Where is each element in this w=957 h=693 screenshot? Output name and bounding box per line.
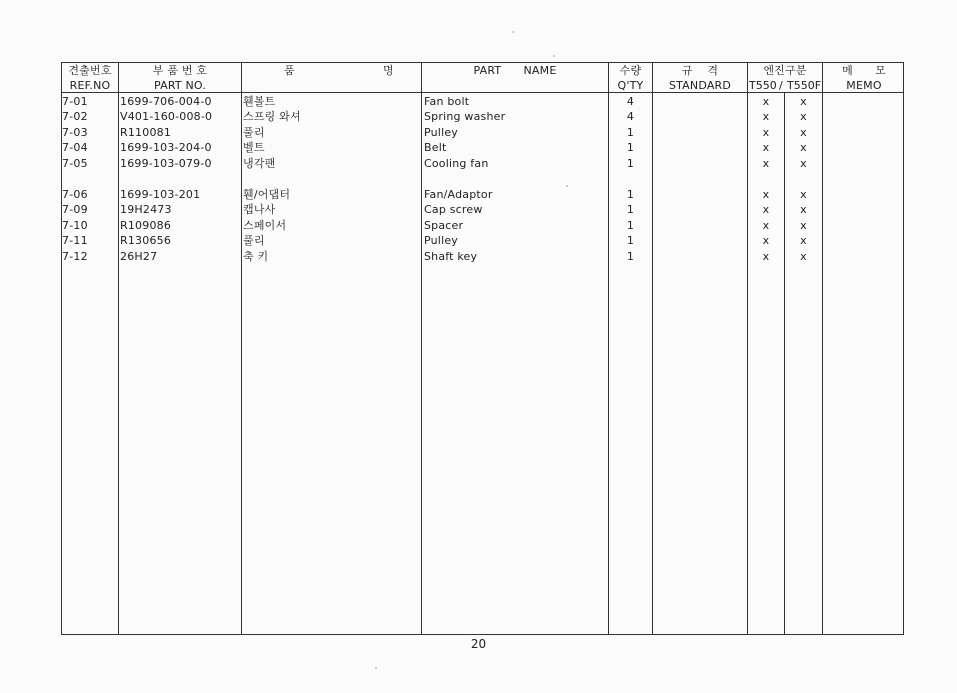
page-number: 20 — [470, 637, 487, 651]
qty-cell: 1 — [626, 157, 635, 170]
part-no-cell: 1699-103-079-0 — [120, 157, 212, 170]
column-divider — [822, 63, 823, 634]
header-engine-sep: / — [779, 79, 783, 92]
header-part-name: PART NAME — [473, 64, 557, 77]
header-ref-en: REF.NO — [69, 79, 111, 92]
t550f-mark-cell: x — [800, 219, 807, 232]
header-ref-ko: 견출번호 — [68, 64, 112, 77]
t550-mark-cell: x — [762, 157, 770, 170]
t550f-mark-cell: x — [800, 203, 807, 216]
header-engine-t550: T550 — [749, 79, 777, 92]
name-ko-cell: 캡나사 — [243, 203, 276, 216]
t550f-mark-cell: x — [800, 250, 807, 263]
t550-mark-cell: x — [762, 250, 770, 263]
ref-no-cell: 7-01 — [62, 95, 88, 108]
ref-no-cell: 7-10 — [62, 219, 88, 232]
ref-no-cell: 7-11 — [62, 234, 88, 247]
name-en-cell: Pulley — [424, 234, 459, 247]
column-divider — [241, 63, 242, 634]
header-part-no-en: PART NO. — [153, 79, 207, 92]
name-en-cell: Cooling fan — [424, 157, 489, 170]
header-standard-ko: 규 격 — [681, 64, 719, 77]
qty-cell: 1 — [626, 250, 635, 263]
ref-no-cell: 7-05 — [62, 157, 88, 170]
t550-mark-cell: x — [762, 219, 770, 232]
t550-mark-cell: x — [762, 126, 770, 139]
qty-cell: 1 — [626, 203, 635, 216]
part-no-cell: R109086 — [120, 219, 172, 232]
t550-mark-cell: x — [762, 203, 770, 216]
qty-cell: 1 — [626, 234, 635, 247]
header-memo-en: MEMO — [846, 79, 882, 92]
t550f-mark-cell: x — [800, 234, 807, 247]
t550f-mark-cell: x — [800, 141, 807, 154]
header-part-no-ko: 부 품 번 호 — [152, 64, 208, 77]
name-ko-cell: 휀볼트 — [243, 95, 276, 108]
header-name-ko-2: 명 — [383, 64, 394, 77]
name-ko-cell: 냉각팬 — [243, 157, 276, 170]
part-no-cell: 1699-103-201 — [120, 188, 201, 201]
t550f-mark-cell: x — [800, 157, 807, 170]
name-en-cell: Shaft key — [424, 250, 478, 263]
part-no-cell: V401-160-008-0 — [120, 110, 213, 123]
qty-cell: 1 — [626, 141, 635, 154]
t550-mark-cell: x — [762, 95, 770, 108]
t550f-mark-cell: x — [800, 110, 807, 123]
name-ko-cell: 스프링 와셔 — [243, 110, 301, 123]
part-no-cell: R110081 — [120, 126, 172, 139]
name-en-cell: Pulley — [424, 126, 459, 139]
name-ko-cell: 풀리 — [243, 126, 265, 139]
header-engine-ko: 엔진구분 — [763, 64, 807, 77]
name-en-cell: Cap screw — [424, 203, 483, 216]
t550f-mark-cell: x — [800, 95, 807, 108]
t550-mark-cell: x — [762, 110, 770, 123]
name-ko-cell: 풀리 — [243, 234, 265, 247]
name-en-cell: Belt — [424, 141, 447, 154]
column-divider — [421, 63, 422, 634]
ref-no-cell: 7-06 — [62, 188, 88, 201]
qty-cell: 4 — [626, 110, 635, 123]
name-ko-cell: 스페이서 — [243, 219, 287, 232]
engine-subcolumn-divider — [784, 92, 785, 634]
header-name-ko-1: 품 — [284, 64, 295, 77]
t550f-mark-cell: x — [800, 126, 807, 139]
header-standard-en: STANDARD — [668, 79, 732, 92]
name-ko-cell: 축 키 — [243, 250, 269, 263]
t550-mark-cell: x — [762, 234, 770, 247]
part-no-cell: 1699-103-204-0 — [120, 141, 212, 154]
column-divider — [118, 63, 119, 634]
ref-no-cell: 7-12 — [62, 250, 88, 263]
part-no-cell: 1699-706-004-0 — [120, 95, 212, 108]
ref-no-cell: 7-09 — [62, 203, 88, 216]
t550f-mark-cell: x — [800, 188, 807, 201]
ref-no-cell: 7-04 — [62, 141, 88, 154]
qty-cell: 1 — [626, 126, 635, 139]
name-ko-cell: 휀/어댑터 — [243, 188, 291, 201]
part-no-cell: 19H2473 — [120, 203, 172, 216]
qty-cell: 1 — [626, 188, 635, 201]
header-memo-ko: 메 모 — [842, 64, 886, 77]
t550-mark-cell: x — [762, 141, 770, 154]
qty-cell: 1 — [626, 219, 635, 232]
qty-cell: 4 — [626, 95, 635, 108]
name-en-cell: Spacer — [424, 219, 464, 232]
name-en-cell: Fan bolt — [424, 95, 470, 108]
ref-no-cell: 7-02 — [62, 110, 88, 123]
ref-no-cell: 7-03 — [62, 126, 88, 139]
name-ko-cell: 벨트 — [243, 141, 265, 154]
part-no-cell: 26H27 — [120, 250, 158, 263]
header-engine-t550f: T550F — [787, 79, 822, 92]
name-en-cell: Fan/Adaptor — [424, 188, 493, 201]
name-en-cell: Spring washer — [424, 110, 506, 123]
t550-mark-cell: x — [762, 188, 770, 201]
header-qty-ko: 수량 — [619, 64, 642, 77]
parts-table — [61, 62, 904, 635]
header-qty-en: Q'TY — [617, 79, 644, 92]
column-divider — [652, 63, 653, 634]
part-no-cell: R130656 — [120, 234, 172, 247]
